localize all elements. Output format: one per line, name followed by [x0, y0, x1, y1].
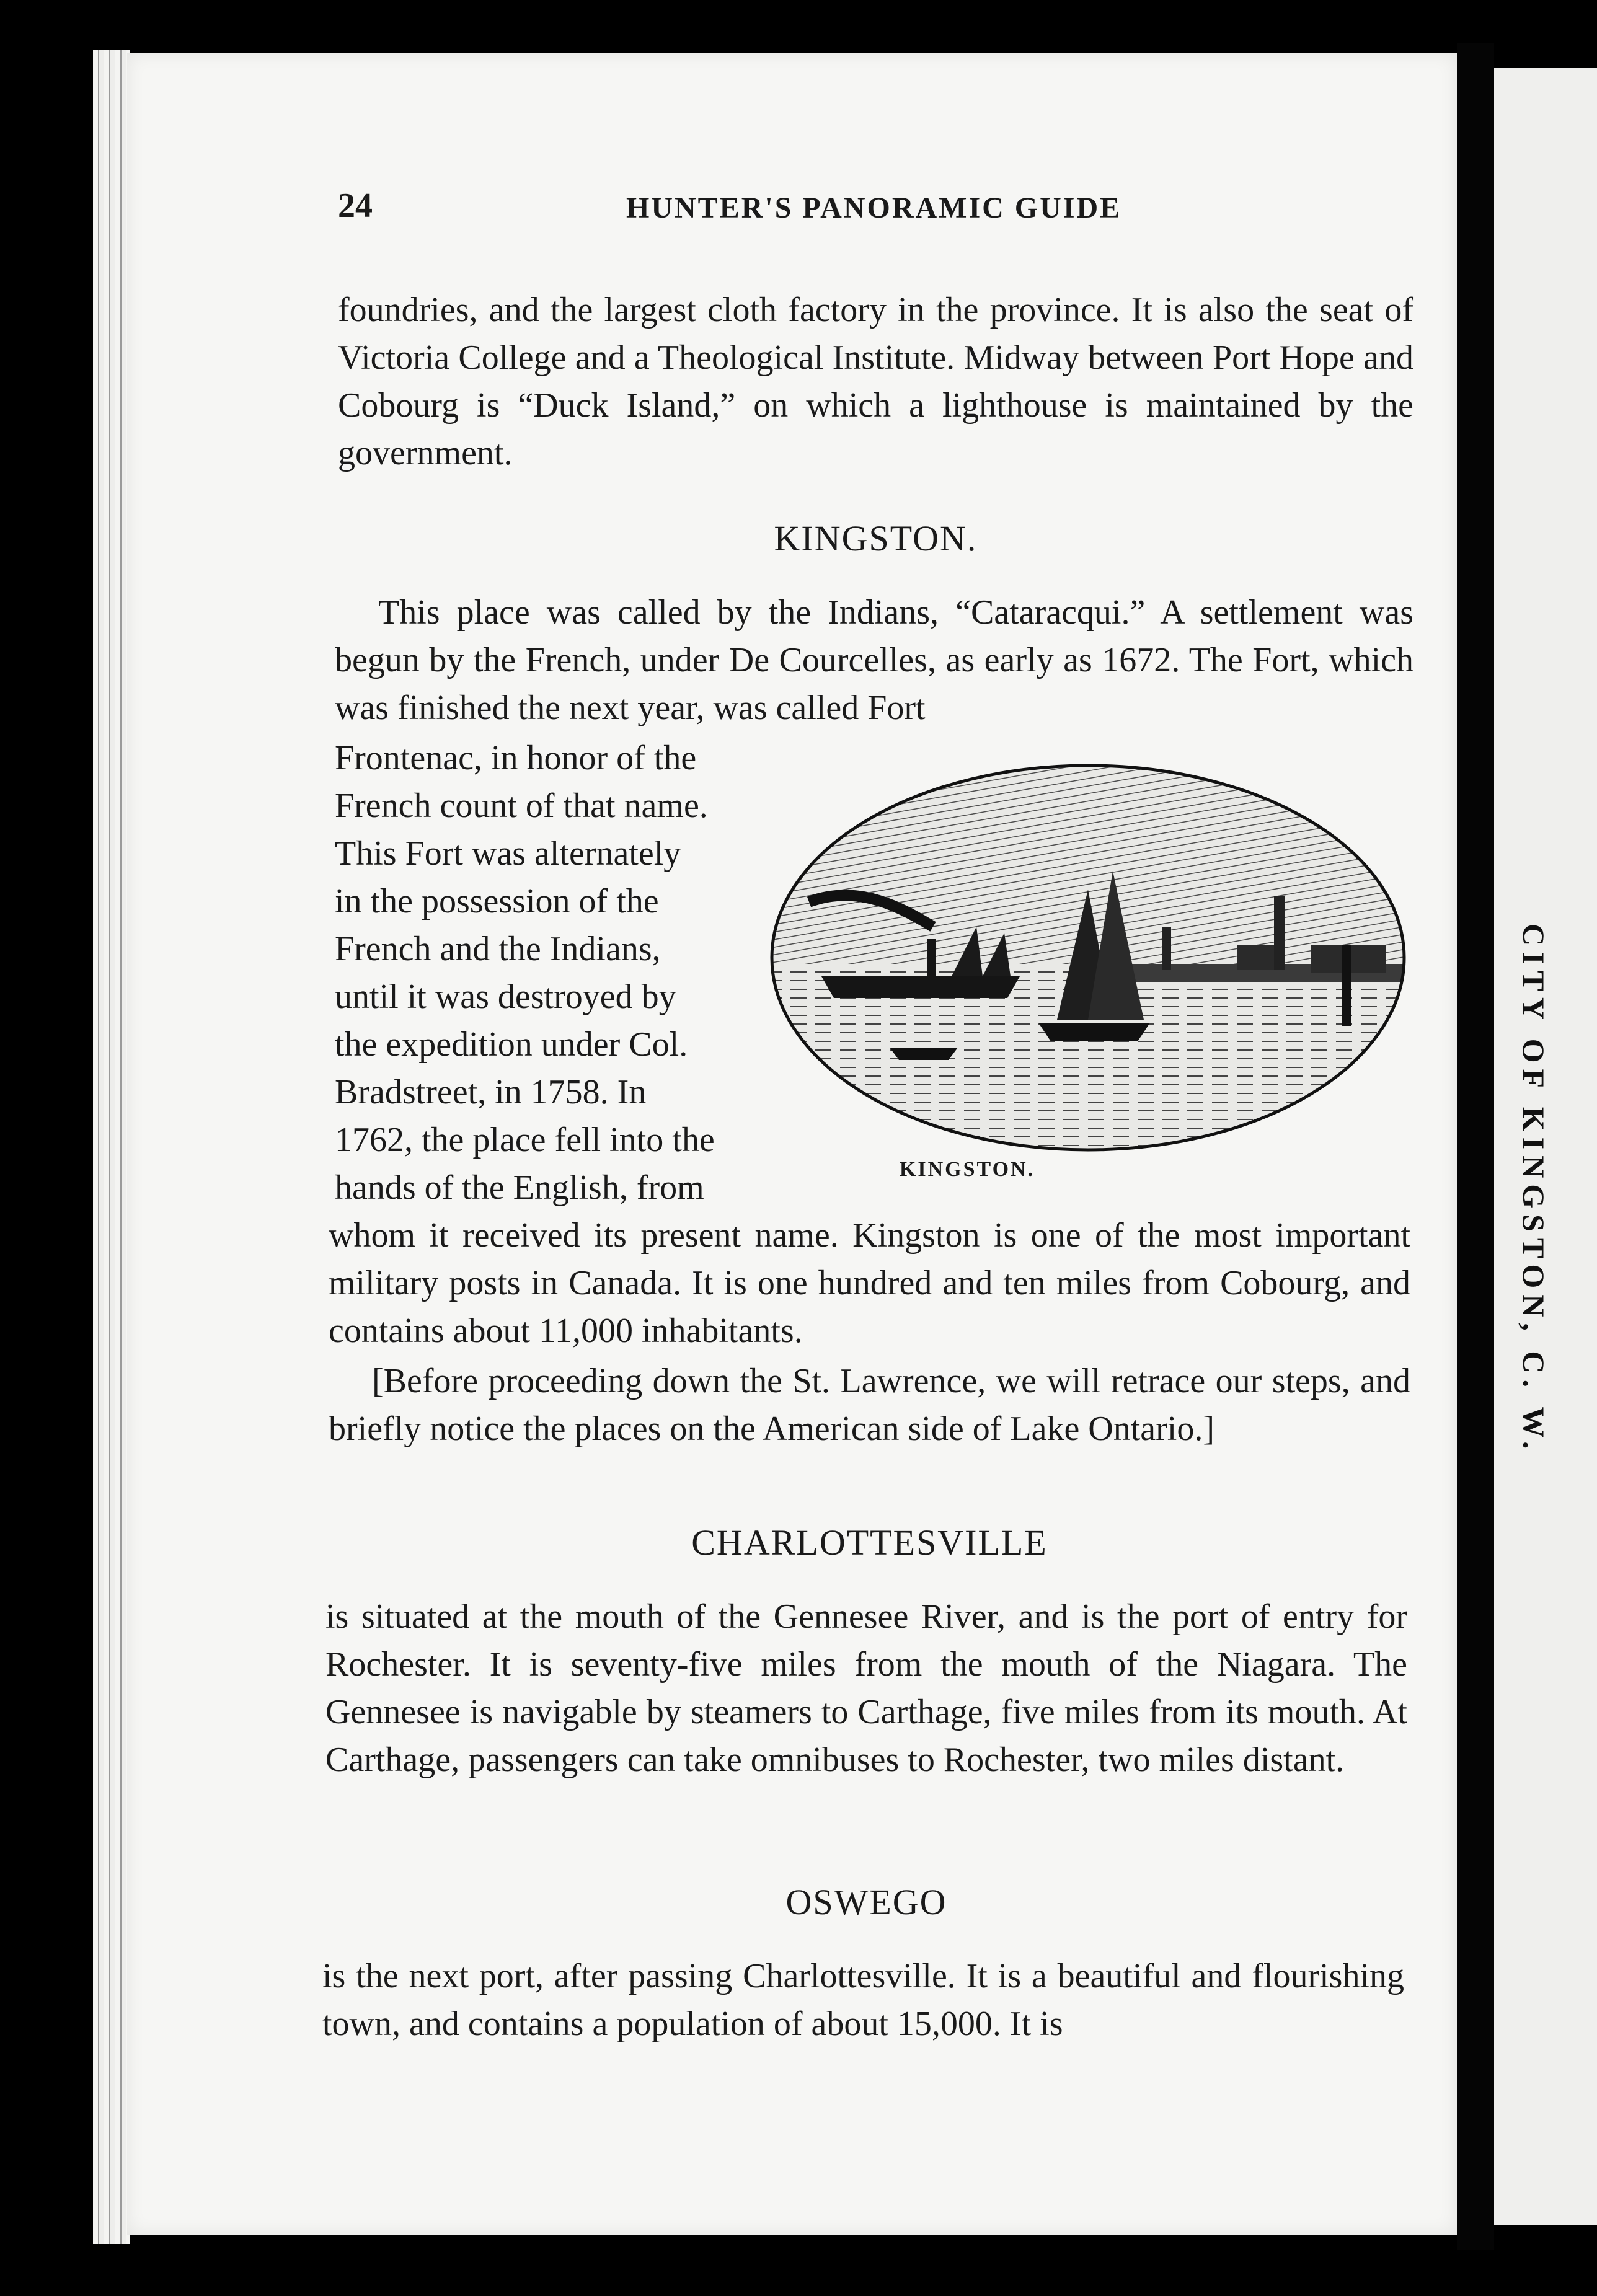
kingston-wrap-column: [335, 735, 756, 1212]
facing-page-title: CITY OF KINGSTON, C. W.: [1516, 924, 1551, 1455]
charlottesville-paragraph: [325, 1593, 1407, 1784]
kingston-paragraph-end: [329, 1212, 1410, 1355]
oswego-text: is the next port, after passing Charlottesville. It is a beautiful and flourishing town, and contains a population of about 15,000. It is: [322, 1957, 1404, 2043]
section-heading-oswego: OSWEGO: [785, 1882, 947, 1922]
page-edges: [93, 50, 130, 2244]
bracket-note-text: [Before proceeding down the St. Lawrence, we will retrace our steps, and briefly notice the places on the American side of Lake Ontario.]: [329, 1362, 1410, 1448]
wrap-line: 1762, the place fell into the: [335, 1121, 715, 1159]
wrap-line: Frontenac, in honor of the: [335, 739, 697, 777]
wrap-line: French and the Indians,: [335, 930, 661, 968]
charlottesville-text: is situated at the mouth of the Gennesee River, and is the port of entry for Rochester. It is seventy-five miles from the mouth of the Niagara. The Gennesee is navigable by steamers to Carthage, five miles from its mouth. At Carthage, passengers can take omnibuses to Rochester, two miles distant.: [325, 1597, 1407, 1779]
section-heading-charlottesville: CHARLOTTESVILLE: [691, 1522, 1048, 1563]
wrap-line: the expedition under Col.: [335, 1025, 688, 1064]
intro-text: foundries, and the largest cloth factory in the province. It is also the seat of Victoria College and a Theological Institute. Midway between Port Hope and Cobourg is “Duck Island,” on which a lighthouse is maintained by the government.: [338, 291, 1413, 472]
harbor-illustration: [766, 759, 1410, 1156]
section-heading-kingston: KINGSTON.: [774, 518, 978, 559]
kingston-paragraph-start: [335, 589, 1413, 732]
wrap-line: until it was destroyed by: [335, 978, 676, 1016]
oswego-paragraph: [322, 1953, 1404, 2048]
wrap-line: This Fort was alternately: [335, 834, 681, 873]
wrap-line: Bradstreet, in 1758. In: [335, 1073, 647, 1111]
intro-paragraph: [338, 286, 1413, 477]
figure-caption: KINGSTON.: [899, 1158, 1035, 1181]
bracket-note: [329, 1358, 1410, 1453]
kingston-text-start: This place was called by the Indians, “Cataracqui.” A settlement was begun by the French, under De Courcelles, as early as 1672. The Fort, which was finished the next year, was called Fort: [335, 593, 1413, 727]
wrap-line: in the possession of the: [335, 882, 659, 921]
wrap-line: hands of the English, from: [335, 1168, 704, 1207]
page-number: 24: [338, 187, 373, 225]
book-title: HUNTER'S PANORAMIC GUIDE: [626, 192, 1122, 224]
book-gutter: [1457, 43, 1494, 2250]
running-header: [338, 186, 1454, 242]
kingston-text-end: whom it received its present name. Kingston is one of the most important military posts in Canada. It is one hundred and ten miles from Cobourg, and contains about 11,000 inhabitants.: [329, 1216, 1410, 1350]
wrap-line: French count of that name.: [335, 787, 708, 825]
kingston-engraving: [766, 759, 1410, 1156]
